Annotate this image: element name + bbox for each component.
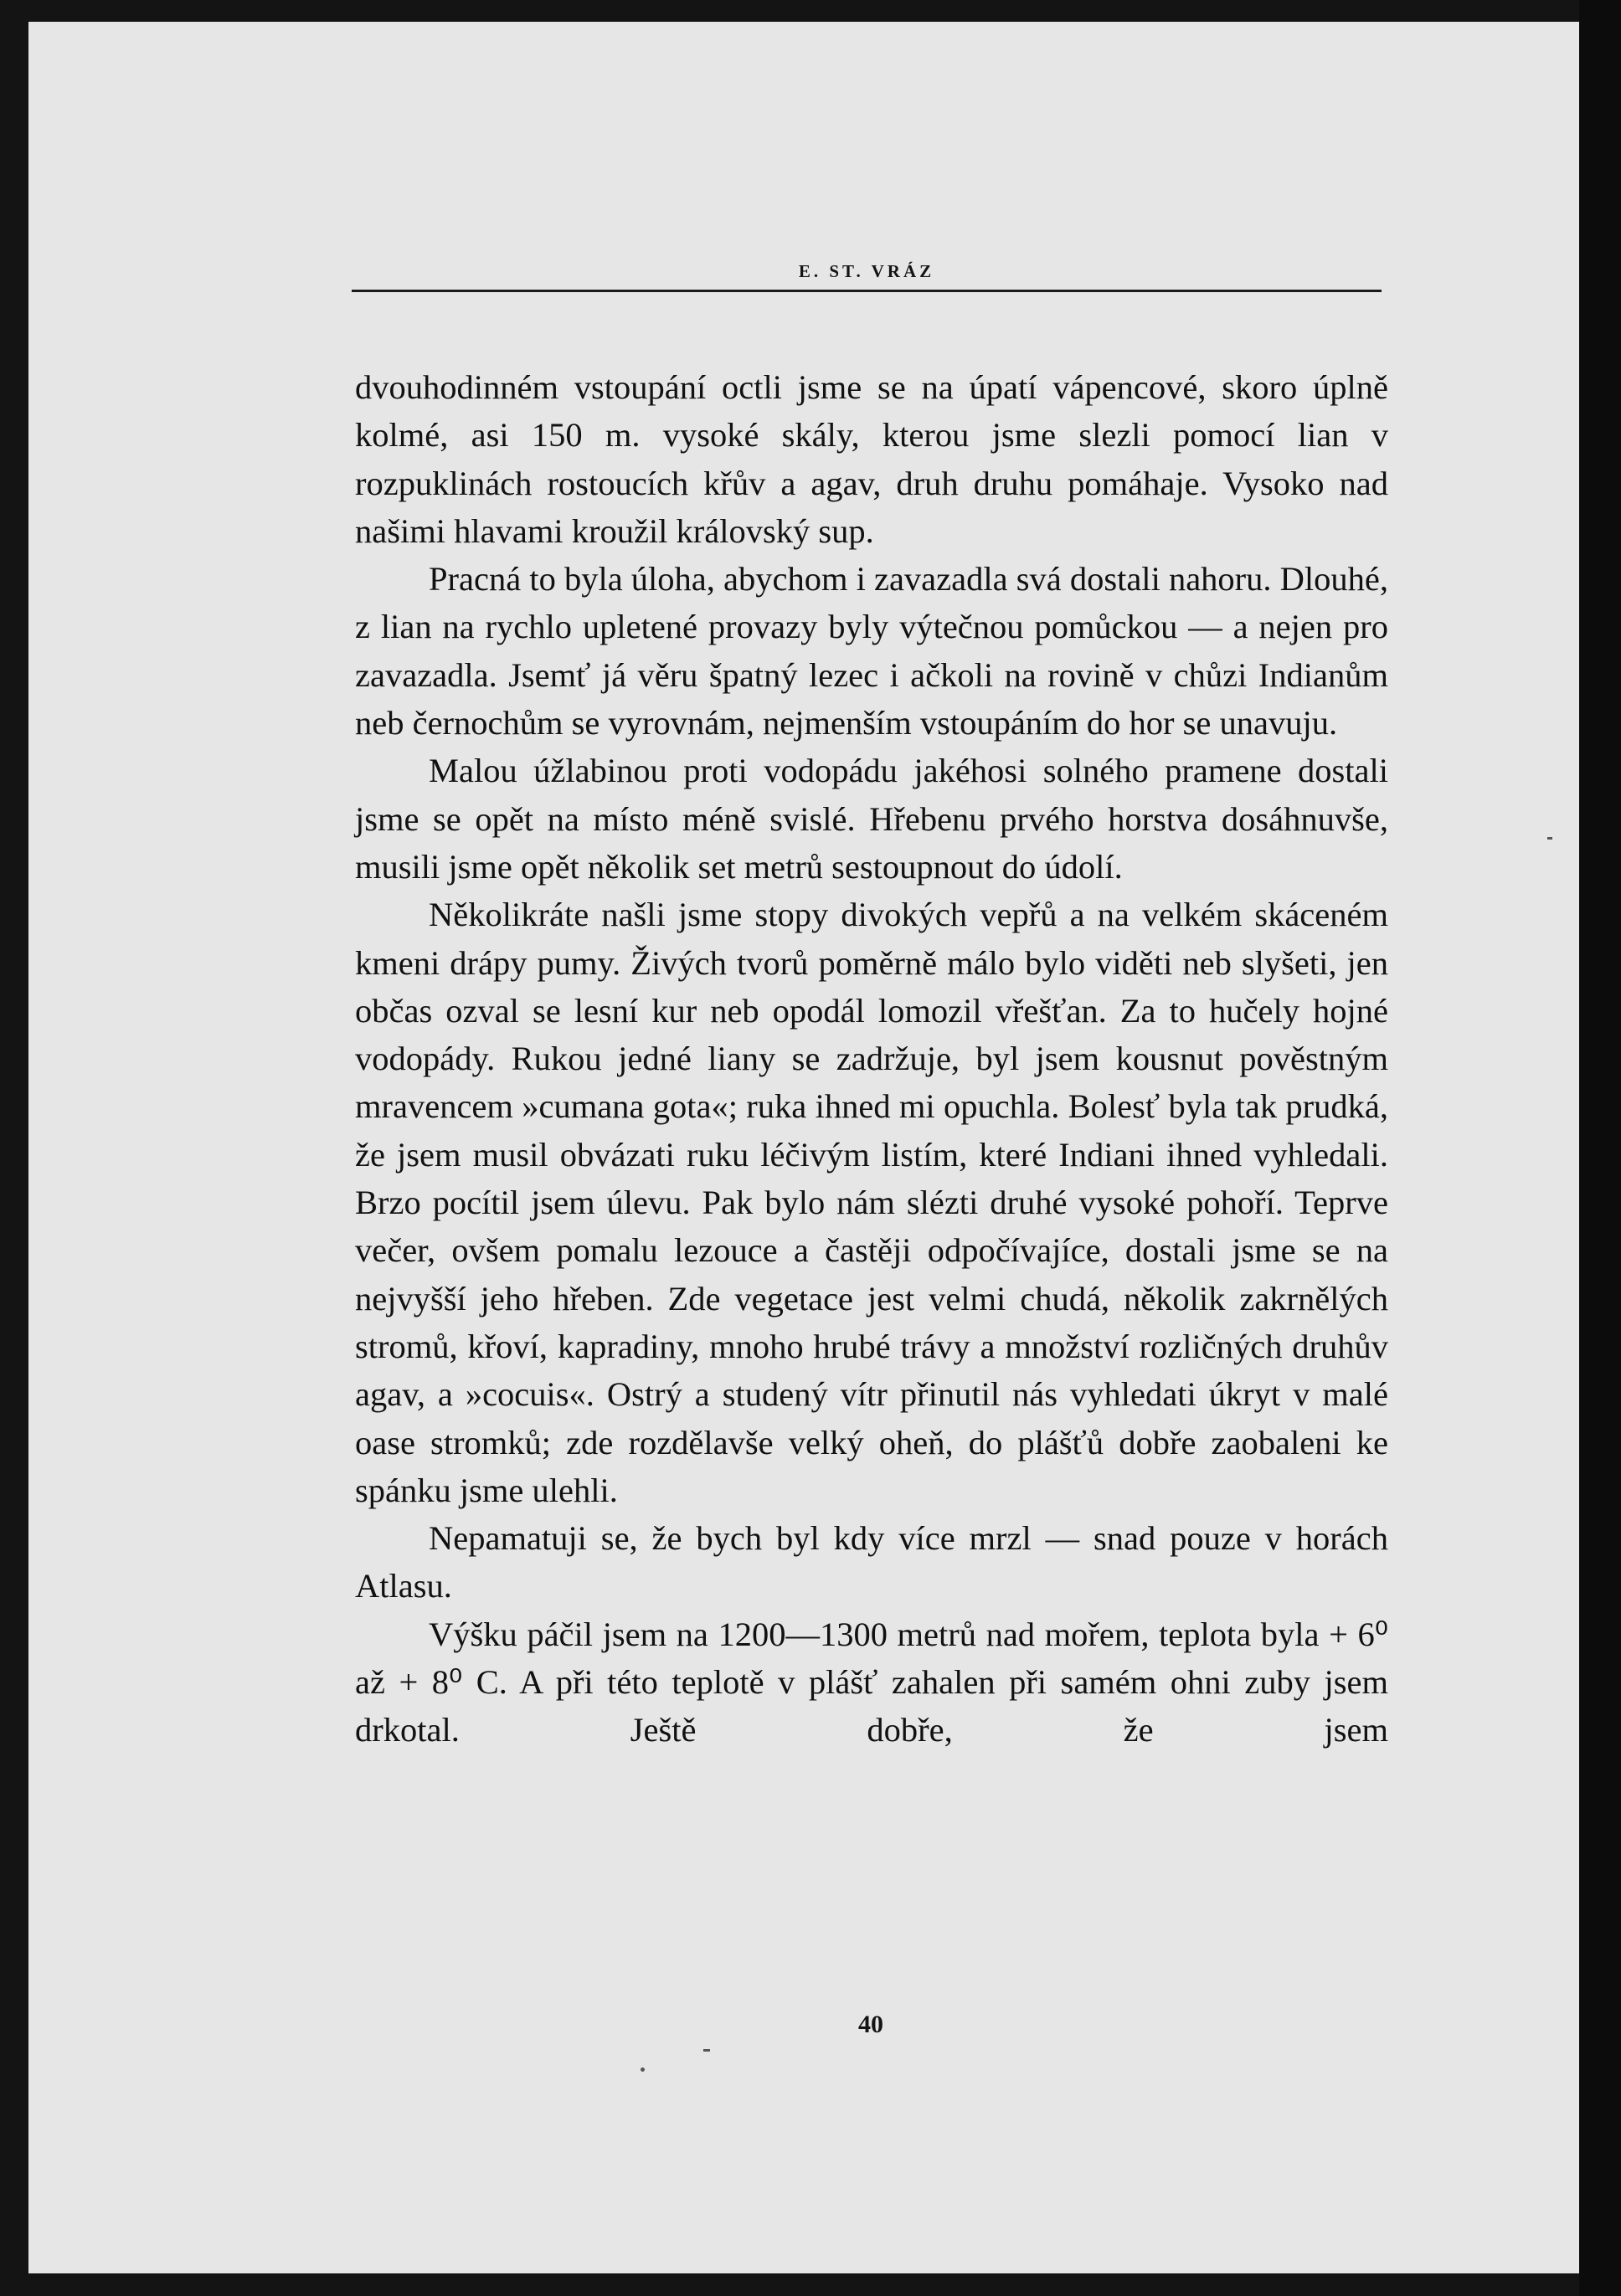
paragraph: dvouhodinném vstoupání octli jsme se na úpatí vápencové, skoro úplně kolmé, asi 150 m. vysoké skály, kterou jsme slezli pomocí lian v rozpuklinách rostoucích křův a agav, druh druhu pomáhaje. Vysoko nad našimi hlavami kroužil královský sup.: [355, 368, 1388, 550]
header-rule: [352, 290, 1382, 292]
paragraph: Několikráte našli jsme stopy divokých vepřů a na velkém skáceném kmeni drápy pumy. Živých tvorů poměrně málo bylo viděti neb slyšeti, jen občas ozval se lesní kur neb opodál lomozil vřešťan. Za to hučely hojné vodopády. Rukou jedné liany se zadržuje, byl jsem kousnut pověstným mravencem »cumana gota«; ruka ihned mi opuchla. Bolesť byla tak prudká, že jsem musil obvázati ruku léčivým listím, které Indiani ihned vyhledali. Brzo pocítil jsem úlevu. Pak bylo nám slézti druhé vysoké pohoří. Teprve večer, ovšem pomalu lezouce a častěji odpočívajíce, dostali jsme se na nejvyšší jeho hřeben. Zde vegetace jest velmi chudá, několik zakrnělých stromů, křoví, kapradiny, mnoho hrubé trávy a množství rozličných druhův agav, a »cocuis«. Ostrý a studený vítr přinutil nás vyhledati úkryt v malé oase stromků; zde rozdělavše velký oheň, do plášťů dobře zaobaleni ke spánku jsme ulehli.: [355, 896, 1388, 1509]
running-head: E. ST. VRÁZ: [798, 261, 935, 281]
paragraph: Malou úžlabinou proti vodopádu jakéhosi solného pramene dostali jsme se opět na místo méně svislé. Hřebenu prvého horstva dosáhnuvše, musili jsme opět několik set metrů sestoupnout do údolí.: [355, 752, 1388, 886]
paragraph: Pracná to byla úloha, abychom i zavazadla svá dostali nahoru. Dlouhé, z lian na rychlo upletené provazy byly výtečnou pomůckou — a nejen pro zavazadla. Jsemť já věru špatný lezec i ačkoli na rovině v chůzi Indianům neb černochům se vyrovnám, nejmenším vstoupáním do hor se unavuju.: [355, 560, 1389, 742]
paragraph: Nepamatuji se, že bych byl kdy více mrzl — snad pouze v horách Atlasu.: [355, 1519, 1388, 1605]
page-number: 40: [858, 2011, 883, 2038]
scan-speck: [1547, 837, 1552, 840]
body-text: [355, 363, 1388, 1754]
paragraph: Výšku páčil jsem na 1200—1300 metrů nad mořem, teplota byla + 6⁰ až + 8⁰ C. A při této teplotě v plášť zahalen při samém ohni zuby jsem drkotal. Ještě dobře, že jsem: [355, 1615, 1388, 1749]
scan-speck: [641, 2067, 645, 2072]
book-edge-shadow: [1579, 0, 1621, 2296]
scan-speck: [703, 2049, 710, 2052]
